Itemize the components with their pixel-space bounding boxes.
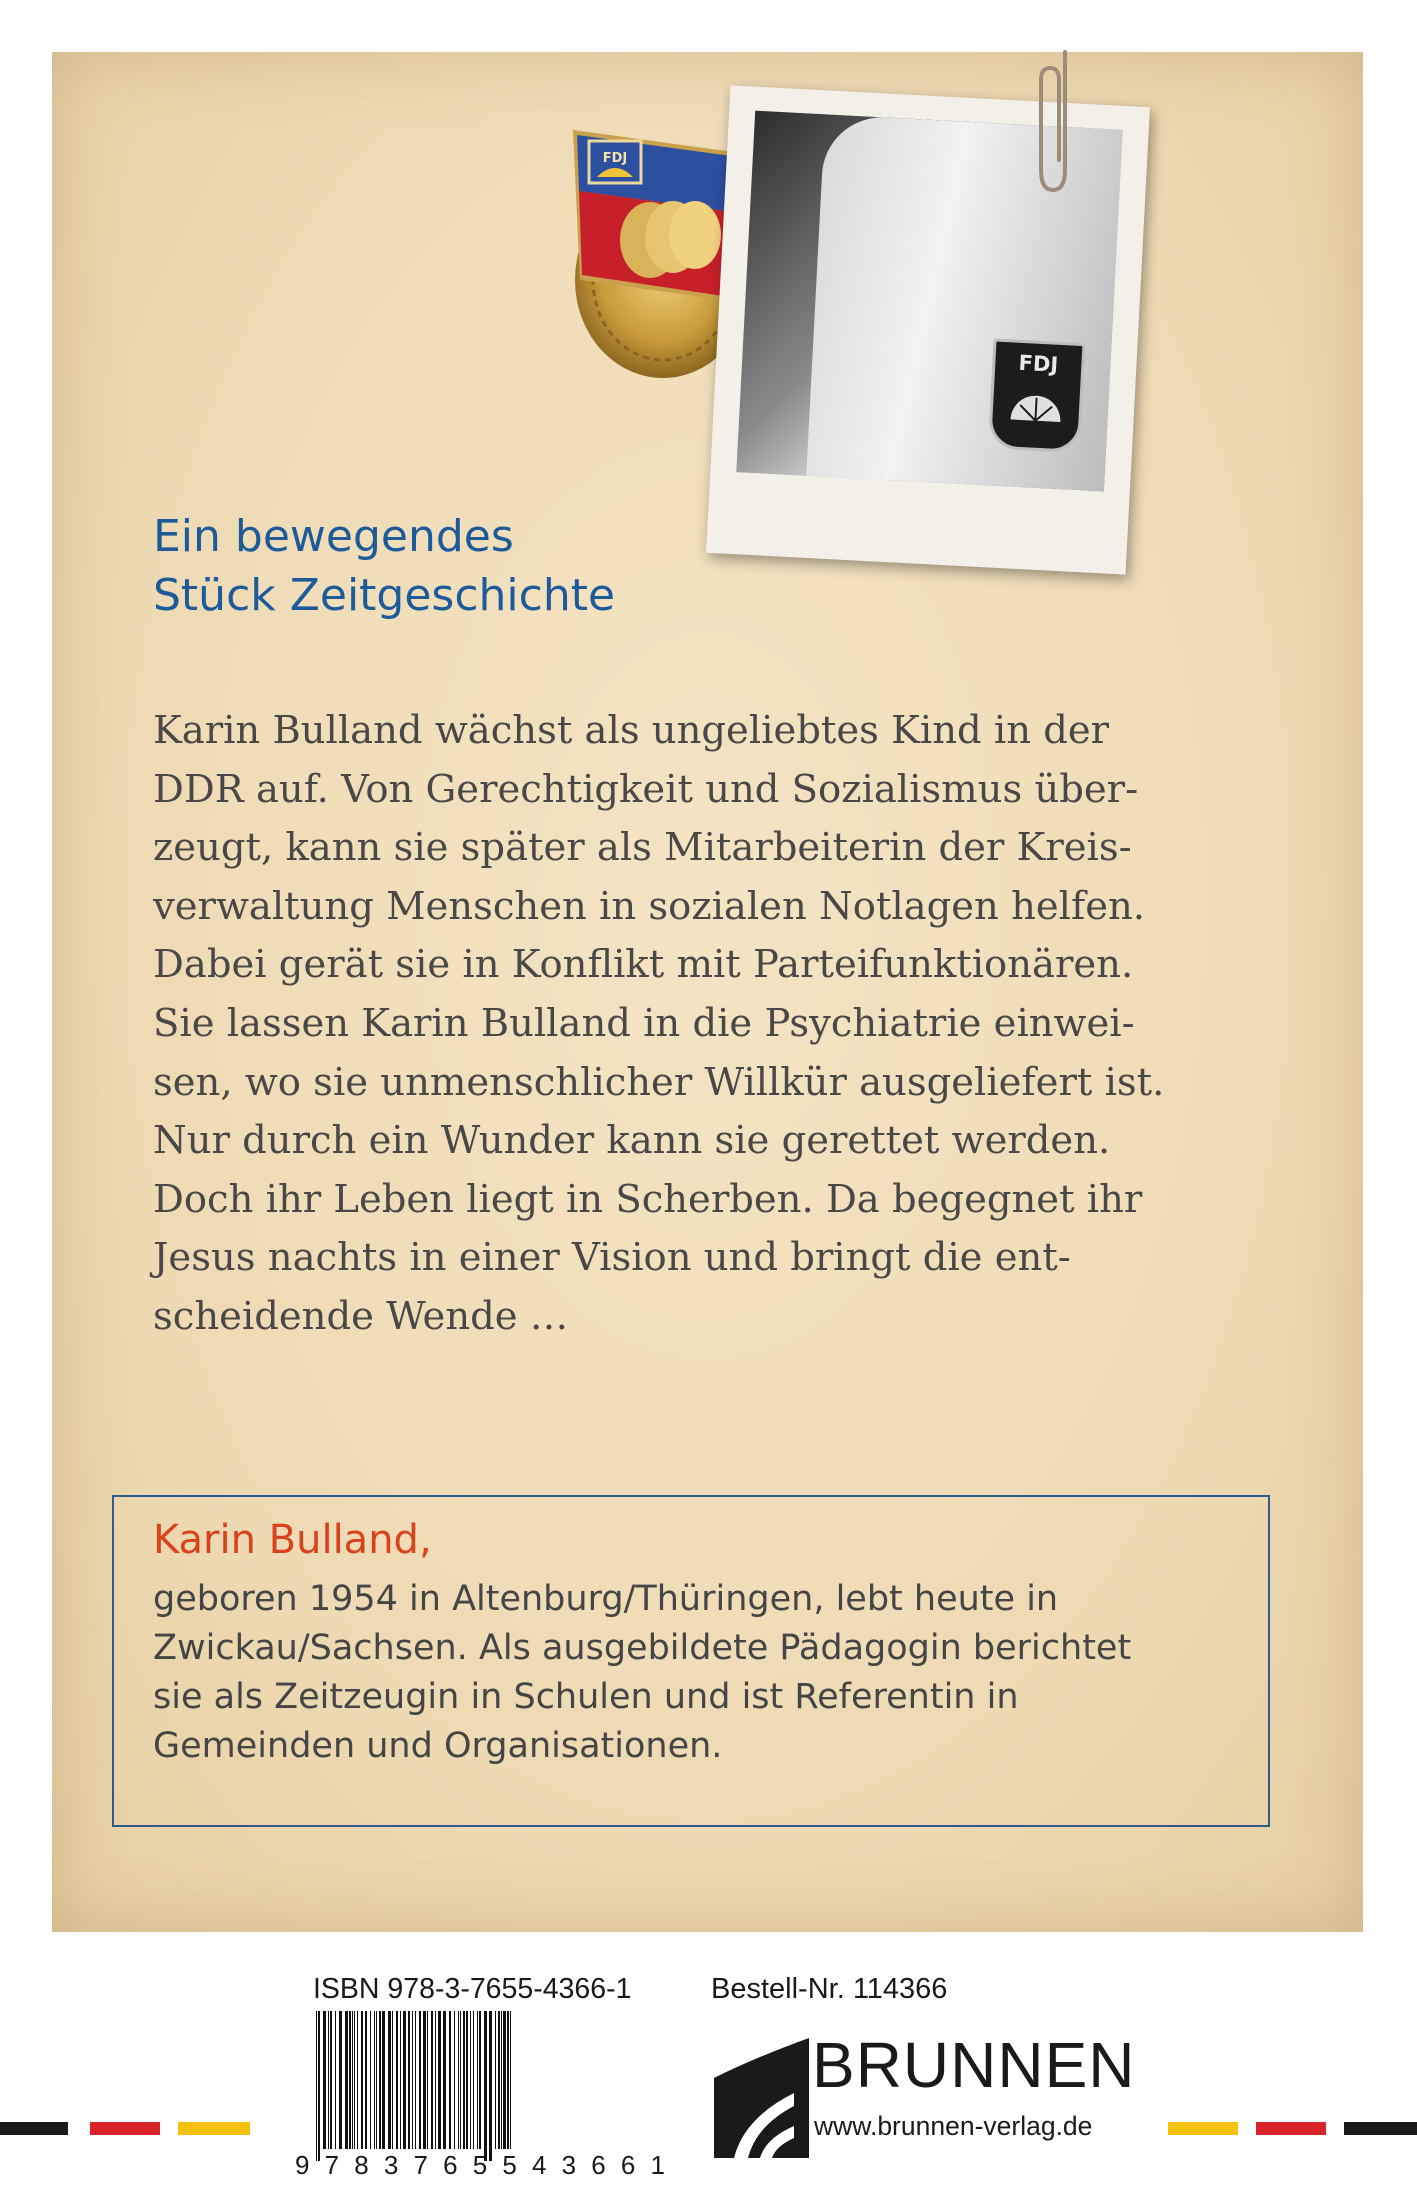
blurb-line: Dabei gerät sie in Konflikt mit Parteifunktionären.: [153, 942, 1134, 988]
stripe-black-left: [0, 2122, 68, 2135]
stripe-gold-left: [178, 2122, 250, 2135]
sun-emblem-icon: [1005, 374, 1068, 427]
barcode-digit: 5: [502, 2150, 517, 2180]
barcode-bar: [419, 2011, 421, 2149]
barcode-bar: [463, 2011, 465, 2149]
barcode-bar: [415, 2011, 416, 2149]
barcode-bar: [330, 2011, 332, 2149]
badge-label: FDJ: [602, 151, 628, 166]
barcode-bar: [392, 2011, 393, 2149]
barcode-digit: 7: [413, 2150, 428, 2180]
publisher-url[interactable]: www.brunnen-verlag.de: [814, 2111, 1093, 2141]
barcode-digit: 6: [591, 2150, 606, 2180]
barcode-bar: [339, 2011, 342, 2149]
barcode-bar: [423, 2011, 426, 2149]
barcode-bar: [438, 2011, 441, 2149]
blurb-line: verwaltung Menschen in sozialen Notlagen helfen.: [153, 883, 1146, 929]
barcode-bar: [365, 2011, 367, 2149]
barcode-digit: 1: [650, 2150, 665, 2180]
author-bio: [153, 1575, 1131, 1771]
author-bio-line: sie als Zeitzeugin in Schulen und ist Referentin in: [153, 1677, 1019, 1717]
barcode-bar: [376, 2011, 377, 2149]
stripe-gold-right: [1168, 2122, 1238, 2135]
barcode-bar: [454, 2011, 455, 2149]
barcode-digits: [295, 2150, 665, 2181]
barcode-bar: [345, 2011, 348, 2149]
barcode-bar: [466, 2011, 468, 2149]
barcode-bar: [357, 2011, 358, 2149]
barcode-digit: 3: [561, 2150, 577, 2180]
barcode-bar: [352, 2011, 353, 2149]
barcode-bar: [335, 2011, 336, 2149]
headline-line: Stück Zeitgeschichte: [153, 570, 616, 621]
barcode-bar: [323, 2011, 326, 2149]
barcode-bar: [479, 2011, 481, 2149]
barcode-bar: [443, 2011, 446, 2149]
author-bio-line: geboren 1954 in Altenburg/Thüringen, lebt heute in: [153, 1579, 1059, 1619]
barcode-bar: [316, 2011, 317, 2161]
barcode-bar: [449, 2011, 451, 2149]
barcode-bar: [427, 2011, 428, 2149]
barcode-bar: [349, 2011, 351, 2149]
barcode-digit: 5: [472, 2150, 488, 2180]
barcode-bar: [412, 2011, 413, 2149]
barcode-bar: [328, 2011, 329, 2149]
barcode-bar: [370, 2011, 371, 2149]
barcode-bar: [507, 2011, 509, 2149]
barcode-bar: [470, 2011, 471, 2149]
barcode-bar: [388, 2011, 391, 2149]
blurb-text: [153, 702, 1263, 1347]
barcode-digit: 7: [324, 2150, 340, 2180]
blurb-line: Nur durch ein Wunder kann sie gerettet werden.: [153, 1118, 1111, 1164]
barcode-bar: [477, 2011, 478, 2149]
barcode-digit: 6: [443, 2150, 458, 2180]
barcode-digit: 8: [354, 2150, 369, 2180]
blurb-line: DDR auf. Von Gerechtigkeit und Sozialismus über-: [153, 766, 1139, 812]
barcode-bar: [435, 2011, 436, 2149]
barcode-digit: 6: [620, 2150, 636, 2180]
barcode-bar: [318, 2011, 320, 2161]
stripe-black-right: [1344, 2122, 1417, 2135]
barcode-bar: [400, 2011, 401, 2149]
barcode-bar: [431, 2011, 433, 2149]
blurb-line: Sie lassen Karin Bulland in die Psychiatrie einwei-: [153, 1000, 1135, 1046]
barcode-bar: [382, 2011, 385, 2149]
brunnen-logo-icon: [714, 2038, 809, 2158]
barcode-digit: 9: [295, 2150, 310, 2180]
blurb-line: Jesus nachts in einer Vision und bringt die ent-: [153, 1235, 1071, 1281]
barcode-bar: [408, 2011, 410, 2149]
fdj-patch: [988, 338, 1086, 453]
author-bio-line: Zwickau/Sachsen. Als ausgebildete Pädagogin berichtet: [153, 1628, 1132, 1668]
patch-label: FDJ: [1017, 350, 1059, 377]
author-name: Karin Bulland,: [153, 1517, 432, 1563]
publisher-name: BRUNNEN: [812, 2029, 1136, 2101]
blurb-line: Karin Bulland wächst als ungeliebtes Kind in der: [153, 708, 1110, 753]
headline: [153, 507, 615, 625]
barcode-bar: [403, 2011, 406, 2149]
barcode-digit: 4: [532, 2150, 547, 2180]
barcode-bar: [495, 2011, 496, 2149]
barcode-bar: [396, 2011, 398, 2149]
blurb-line: zeugt, kann sie später als Mitarbeiterin der Kreis-: [153, 825, 1132, 871]
paperclip-icon: [1035, 50, 1085, 200]
stripe-red-right: [1256, 2122, 1326, 2135]
barcode-bar: [374, 2011, 375, 2149]
barcode-bar: [489, 2011, 492, 2161]
barcode-bar: [361, 2011, 363, 2149]
headline-line: Ein bewegendes: [153, 511, 514, 562]
barcode-digit: 3: [383, 2150, 399, 2180]
barcode-bar: [498, 2011, 500, 2149]
barcode-bar: [458, 2011, 459, 2149]
order-number: Bestell-Nr. 114366: [711, 1973, 948, 2005]
blurb-line: sen, wo sie unmenschlicher Willkür ausgeliefert ist.: [153, 1059, 1165, 1105]
barcode-bar: [501, 2011, 502, 2149]
blurb-line: Doch ihr Leben liegt in Scherben. Da begegnet ihr: [153, 1176, 1143, 1222]
author-bio-line: Gemeinden und Organisationen.: [153, 1726, 723, 1766]
barcode-bar: [460, 2011, 461, 2149]
barcode-bar: [510, 2011, 511, 2149]
barcode-bar: [503, 2011, 506, 2149]
barcode-bar: [484, 2011, 487, 2161]
barcode-bar: [354, 2011, 355, 2149]
isbn-label: ISBN 978-3-7655-4366-1: [313, 1973, 632, 2005]
blurb-line: scheidende Wende …: [153, 1293, 569, 1339]
barcode-icon: [312, 2011, 659, 2161]
stripe-red-left: [90, 2122, 160, 2135]
barcode-bar: [473, 2011, 474, 2149]
barcode-bar: [379, 2011, 381, 2149]
